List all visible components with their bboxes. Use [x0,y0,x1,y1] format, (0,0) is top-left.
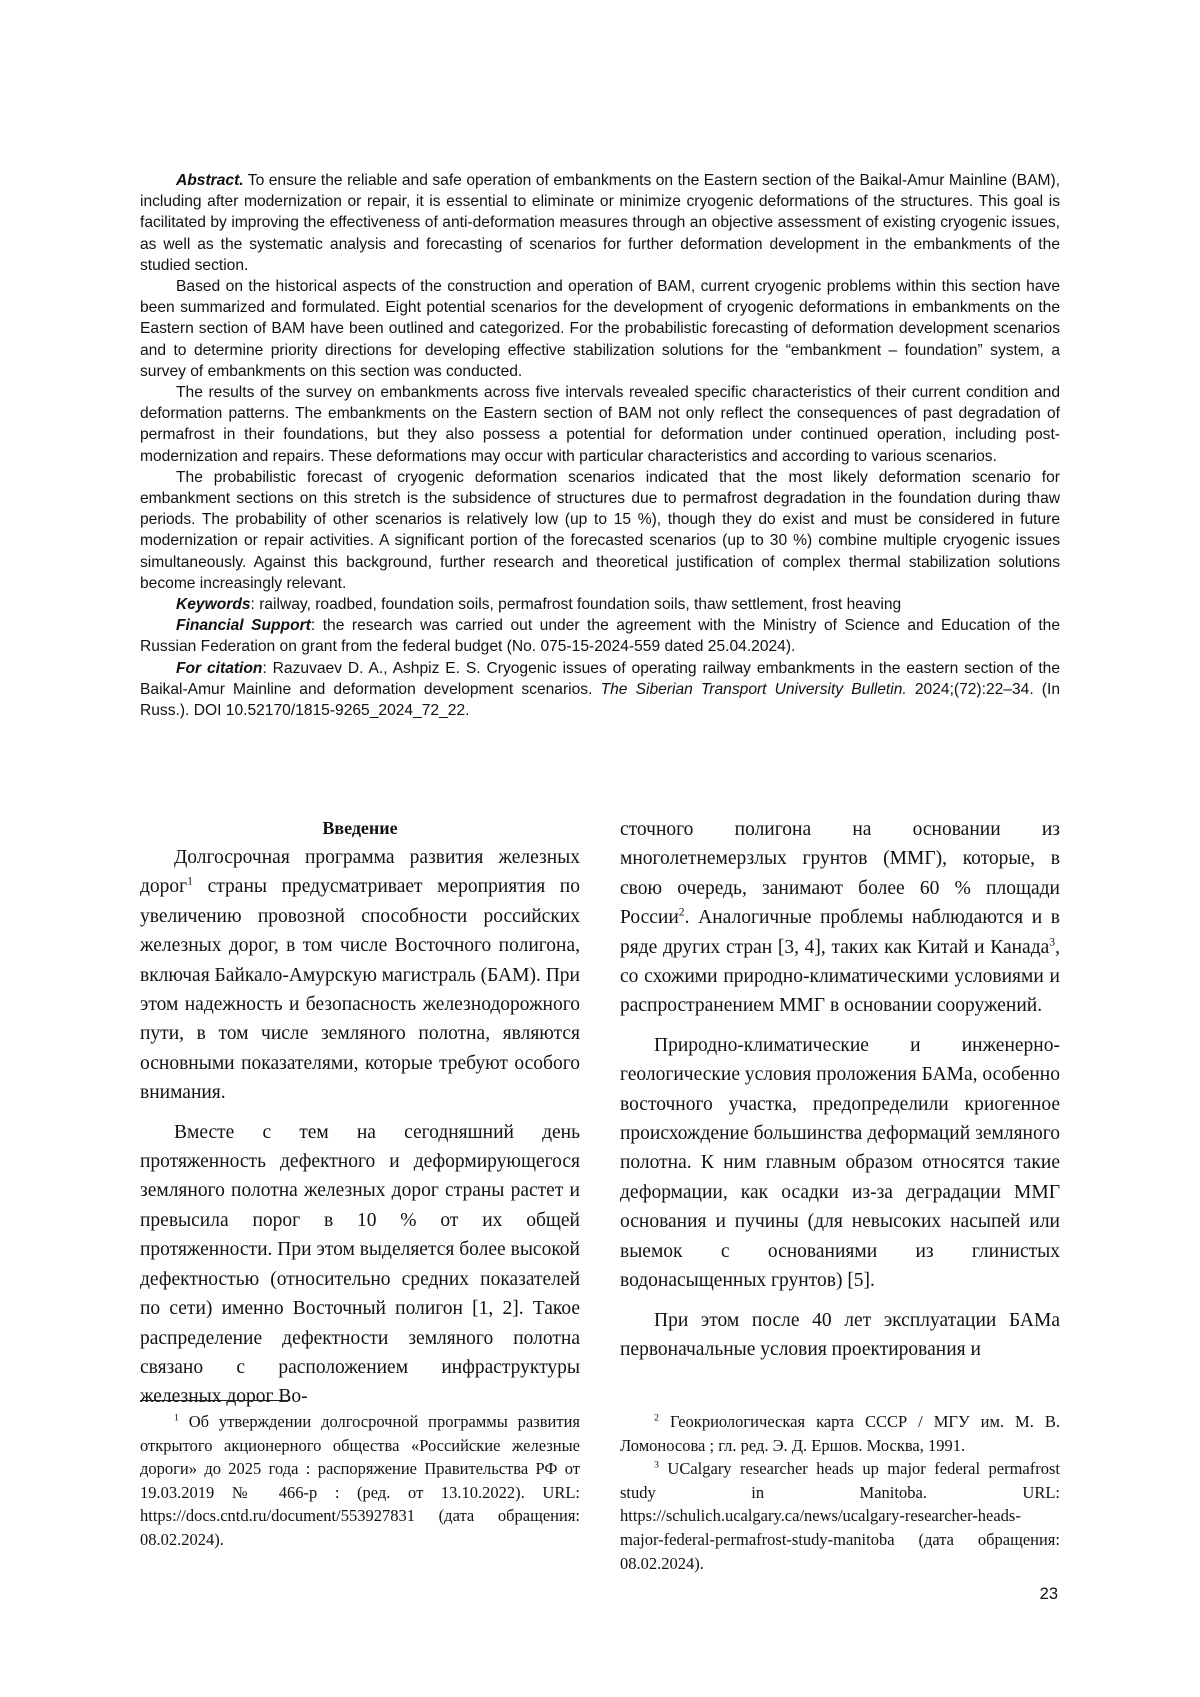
footnotes-left [140,1410,580,1552]
body-paragraph [140,843,580,1108]
section-heading: Введение [322,818,398,838]
citation-text: : Razuvaev D. A., Ashpiz E. S. Cryogenic issues of operating railway embankments in the eastern section of the Baikal-Amur Mainline and deformation development scenarios. [140,659,1060,698]
footnote-divider [140,1400,290,1401]
abstract-block [140,170,1060,721]
footnote-mark: 1 [174,1412,179,1424]
footnote-3 [620,1457,1060,1575]
abstract-text-1: To ensure the reliable and safe operation of embankments on the Eastern section of the Baikal-Amur Mainline (BAM), including after modernization or repair, it is essential to eliminate or minimize cryogenic deformations of the structures. This goal is facilitated by improving the effectiveness of anti-deformation measures through an objective assessment of existing cryogenic issues, as well as the systematic analysis and forecasting of scenarios for further deformation development in the embankments of the studied section. [140,172,1060,274]
body-text: , со схожими природно-климатическими условиями и распространением ММГ в основании сооружений. [620,936,1060,1017]
keywords-text: : railway, roadbed, foundation soils, permafrost foundation soils, thaw settlement, frost heaving [250,596,902,614]
citation-journal: The Siberian Transport University Bulletin. [600,680,907,698]
body-paragraph [620,815,1060,1021]
body-paragraph: Природно-климатические и инженерно-геологические условия проложения БАМа, особенно восточного участка, предопределили криогенное происхождение большинства деформаций земляного полотна. К ним главным образом относятся такие деформации, как осадки из-за деградации ММГ основания и пучины (для невысоких насыпей или выемок с основаниями из глинистых водонасыщенных грунтов) [5]. [620,1034,1060,1292]
citation-label: For citation [176,659,263,677]
footnote-text: UCalgary researcher heads up major federal permafrost study in Manitoba. URL: https://schulich.ucalgary.ca/news/ucalgary-researcher-heads-major-federal-permafrost-study-manitoba (дата обращения: 08.02.2024). [620,1459,1060,1573]
footnote-ref[interactable]: 2 [678,905,685,919]
keywords [140,594,1060,615]
footnote-text: Об утверждении долгосрочной программы развития открытого акционерного общества «Российские железные дороги» до 2025 года : распоряжение Правительства РФ от 19.03.2019 № 466-р : (ред. от 13.10.2022). URL: https://docs.cntd.ru/document/553927831 (дата обращения: 08.02.2024). [140,1412,580,1549]
page-number: 23 [1039,1585,1058,1603]
footnote-text: Геокриологическая карта СССР / МГУ им. М. В. Ломоносова ; гл. ред. Э. Д. Ершов. Москва, 1991. [620,1412,1060,1455]
footnote-mark: 3 [654,1459,659,1471]
footnote-mark: 2 [654,1412,659,1424]
body-text: страны предусматривает мероприятия по увеличению провозной способности российских железных дорог, в том числе Восточного полигона, включая Байкало-Амурскую магистраль (БАМ). При этом надежность и безопасность железнодорожного пути, в том числе земляного полотна, являются основными показателями, которые требуют особого внимания. [140,876,580,1104]
body-text: Долгосрочная программа развития железных дорог [140,847,580,898]
abstract-paragraph-3: The results of the survey on embankments across five intervals revealed specific characteristics of their current condition and deformation patterns. The embankments on the Eastern section of BAM not only reflect the consequences of past degradation of permafrost in their foundations, but they also possess a potential for deformation under continued operation, including post-modernization and repairs. These deformations may occur with particular characteristics and according to various scenarios. [140,384,1060,465]
body-column-right [620,815,1060,1364]
financial-support [140,615,1060,657]
footnote-ref[interactable]: 3 [1049,935,1056,949]
footnotes-right [620,1410,1060,1575]
body-text: . Аналогичные проблемы наблюдаются и в ряде других стран [3, 4], таких как Китай и Канада [620,907,1060,958]
abstract-paragraph-1 [140,170,1060,276]
body-column-left [140,815,580,1412]
body-text: сточного полигона на основании из многолетнемерзлых грунтов (ММГ), которые, в свою очередь, занимают более 60 % площади России [620,819,1060,929]
footnote-ref[interactable]: 1 [187,874,194,888]
keywords-label: Keywords [176,596,251,614]
body-paragraph: Вместе с тем на сегодняшний день протяженность дефектного и деформирующегося земляного полотна железных дорог страны растет и превысила порог в 10 % от их общей протяженности. При этом выделяется более высокой дефектностью (относительно средних показателей по сети) именно Восточный полигон [1, 2]. Такое распределение дефектности земляного полотна связано с расположением инфраструктуры железных дорог Во- [140,1121,580,1408]
citation [140,658,1060,722]
abstract-paragraph-4: The probabilistic forecast of cryogenic deformation scenarios indicated that the most likely deformation scenario for embankment sections on this stretch is the subsidence of structures due to permafrost degradation in the foundation during thaw periods. The probability of other scenarios is relatively low (up to 15 %), though they do exist and must be considered in future modernization or repair activities. A significant portion of the forecasted scenarios (up to 30 %) combine multiple cryogenic issues simultaneously. Against this background, further research and theoretical justification of complex thermal stabilization solutions become increasingly relevant. [140,468,1060,592]
financial-support-label: Financial Support [176,617,311,635]
body-paragraph: При этом после 40 лет эксплуатации БАМа первоначальные условия проектирования и [620,1309,1060,1360]
footnote-1 [140,1410,580,1552]
footnote-2 [620,1410,1060,1457]
abstract-label: Abstract. [176,172,244,189]
financial-support-text: : the research was carried out under the agreement with the Ministry of Science and Education of the Russian Federation on grant from the federal budget (No. 075-15-2024-559 dated 25.04.2024). [140,617,1061,656]
abstract-paragraph-2: Based on the historical aspects of the construction and operation of BAM, current cryogenic problems within this section have been summarized and formulated. Eight potential scenarios for the development of cryogenic deformations in embankments on the Eastern section of BAM have been outlined and categorized. For the probabilistic forecasting of deformation development scenarios and to determine priority directions for developing effective stabilization solutions for the “embankment – foundation” system, a survey of embankments on this section was conducted. [140,278,1060,380]
citation-tail: 2024;(72):22–34. (In Russ.). DOI 10.52170/1815-9265_2024_72_22. [140,680,1060,720]
